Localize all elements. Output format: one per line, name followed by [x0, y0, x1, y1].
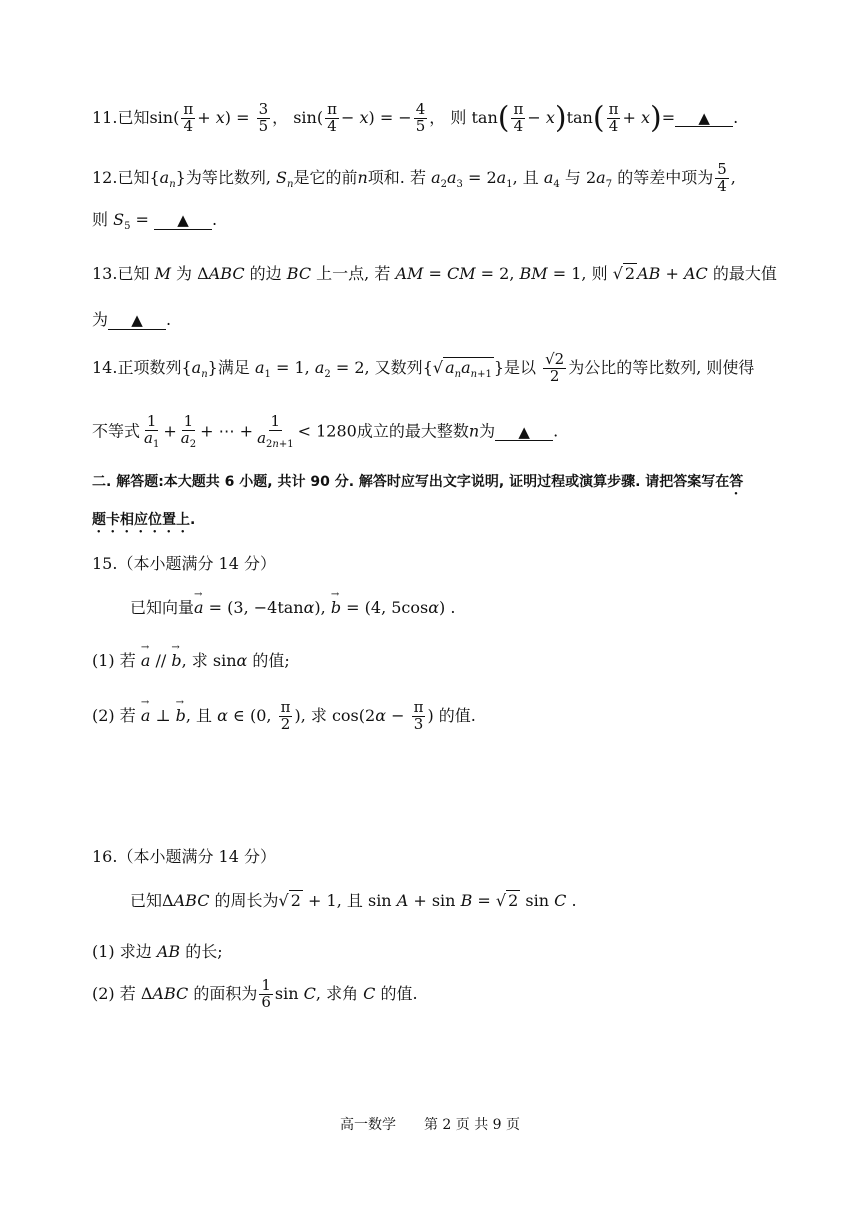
question-15-part2: (2) 若 → a ⊥ → b, 且 α ∈ (0, $\frac{\pi}{2}$ ), 求 cos(2α − $\frac{\pi}{3}$ ) 的值. — [92, 700, 772, 733]
question-16-intro: 已知ΔABC 的周长为√ 2 + 1, 且 sin A + sin B = √ 2 sin C . — [130, 891, 577, 910]
question-15-header: 15.（本小题满分 14 分） — [92, 554, 276, 573]
answer-blank: ▲ — [675, 110, 733, 128]
question-15-part1: (1) 若 → a // → b, 求 sinα 的值; — [92, 653, 772, 669]
question-12: 12.已知$\{a_n\}$为等比数列, $S_n$是它的前n项和. 若 $a_2a_3 = 2a_1$, 且 $a_4$ 与 $2a_7$ 的等差中项为 $\frac{5}{4}$ , — [92, 160, 736, 195]
section-2-heading-line2: 题卡相应位置上. — [92, 512, 196, 528]
question-13-line2: 为 ▲ . — [92, 310, 172, 329]
page-footer: 高一数学 第 2 页 共 9 页 — [339, 1117, 521, 1133]
answer-blank: ▲ — [495, 424, 553, 442]
question-13: 13.已知 M 为 ΔABC 的边 BC 上一点, 若 AM = CM = 2, BM = 1, 则 √ 2 AB + AC 的最大值 — [92, 264, 777, 283]
answer-blank: ▲ — [108, 312, 166, 330]
section-2-heading: 二. 解答题:本大题共 6 小题, 共计 90 分. 解答时应写出文字说明, 证明过程或演算步骤. 请把答案写在答 — [92, 474, 744, 490]
question-16-header: 16.（本小题满分 14 分） — [92, 847, 276, 866]
question-14: 14.正项数列$\{a_n\}$满足 $a_1 = 1$, $a_2 = 2$, 又数列{√ $a_na_{n+1}$ }是以 $\frac{√2}{2}$ 为公比的等比数列, 则使得 — [92, 350, 755, 385]
question-14-line2: 不等式 $\frac{1}{a_1}$ + $\frac{1}{a_2}$ + ⋯ + $\frac{1}{a_{2n+1}}$ < 1280成立的最大整数n为 ▲ . — [92, 412, 559, 450]
answer-blank: ▲ — [154, 212, 212, 230]
question-15-intro: 已知向量→ a = (3, −4tanα), → b = (4, 5cosα) . — [130, 600, 772, 616]
question-12-line2: 则 $S_5$ = ▲ . — [92, 210, 218, 233]
question-16-part2: (2) 若 ΔABC 的面积为 $\frac{1}{6}$ sin C, 求角 C 的值. — [92, 976, 418, 1011]
question-16-part1: (1) 求边 AB 的长; — [92, 942, 223, 961]
question-11: 11.已知sin( $\frac{\pi}{4}$ + x) = $\frac{3}{5}$ ， sin( $\frac{\pi}{4}$ − x) = − $\frac{4}{5}$ ， 则 tan( $\frac{\pi}{4}$ − x)tan( $\frac{\pi}{4}$ + x)= ▲ . — [92, 100, 739, 136]
